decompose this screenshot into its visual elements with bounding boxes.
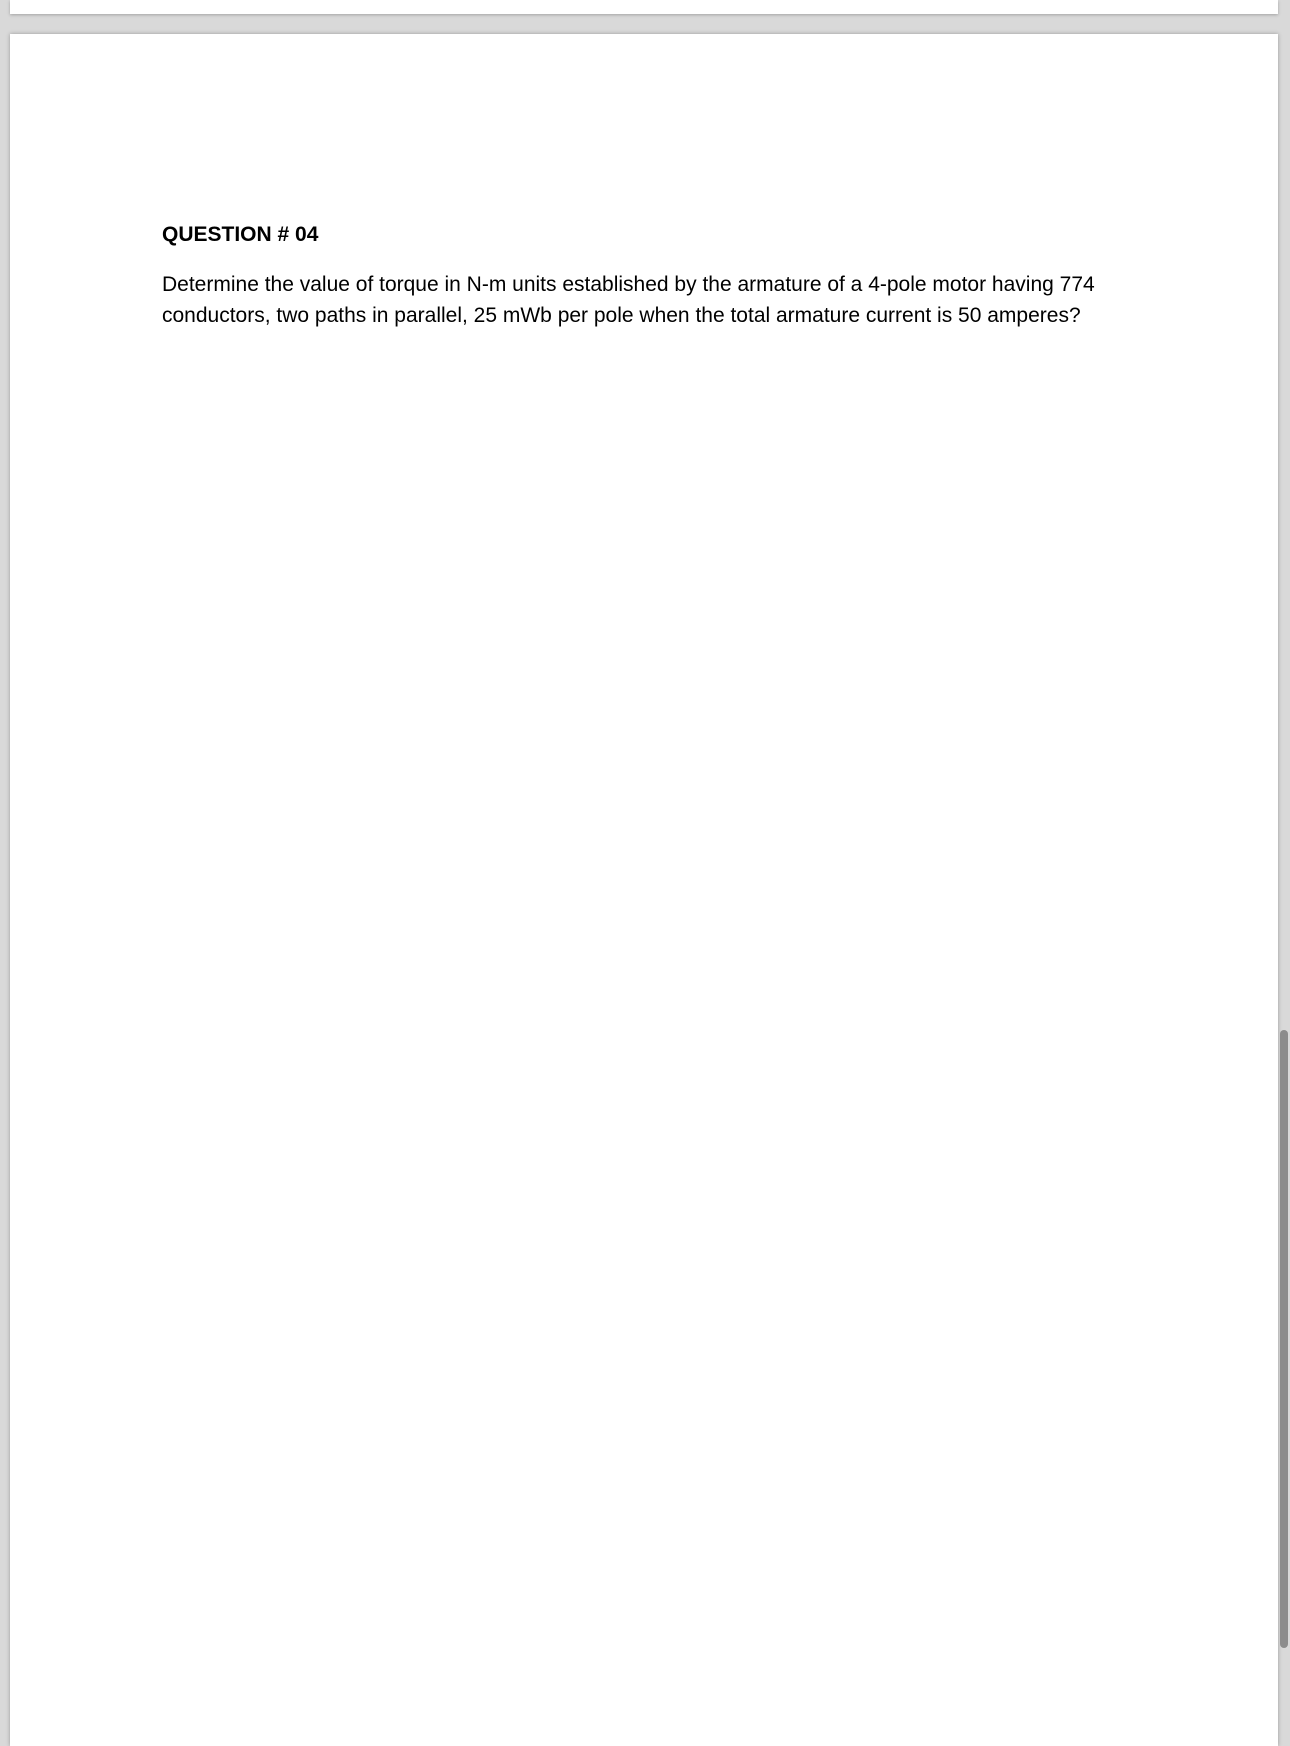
previous-page-edge	[10, 0, 1278, 14]
vertical-scrollbar[interactable]	[1278, 34, 1290, 1746]
document-page	[10, 34, 1278, 1746]
scrollbar-thumb[interactable]	[1280, 1030, 1288, 1648]
question-heading: QUESTION # 04	[162, 223, 319, 246]
question-text: Determine the value of torque in N-m units established by the armature of a 4-pole motor having 774 conductors, two paths in parallel, 25 mWb per pole when the total armature current is 50 amperes?	[162, 273, 1095, 327]
